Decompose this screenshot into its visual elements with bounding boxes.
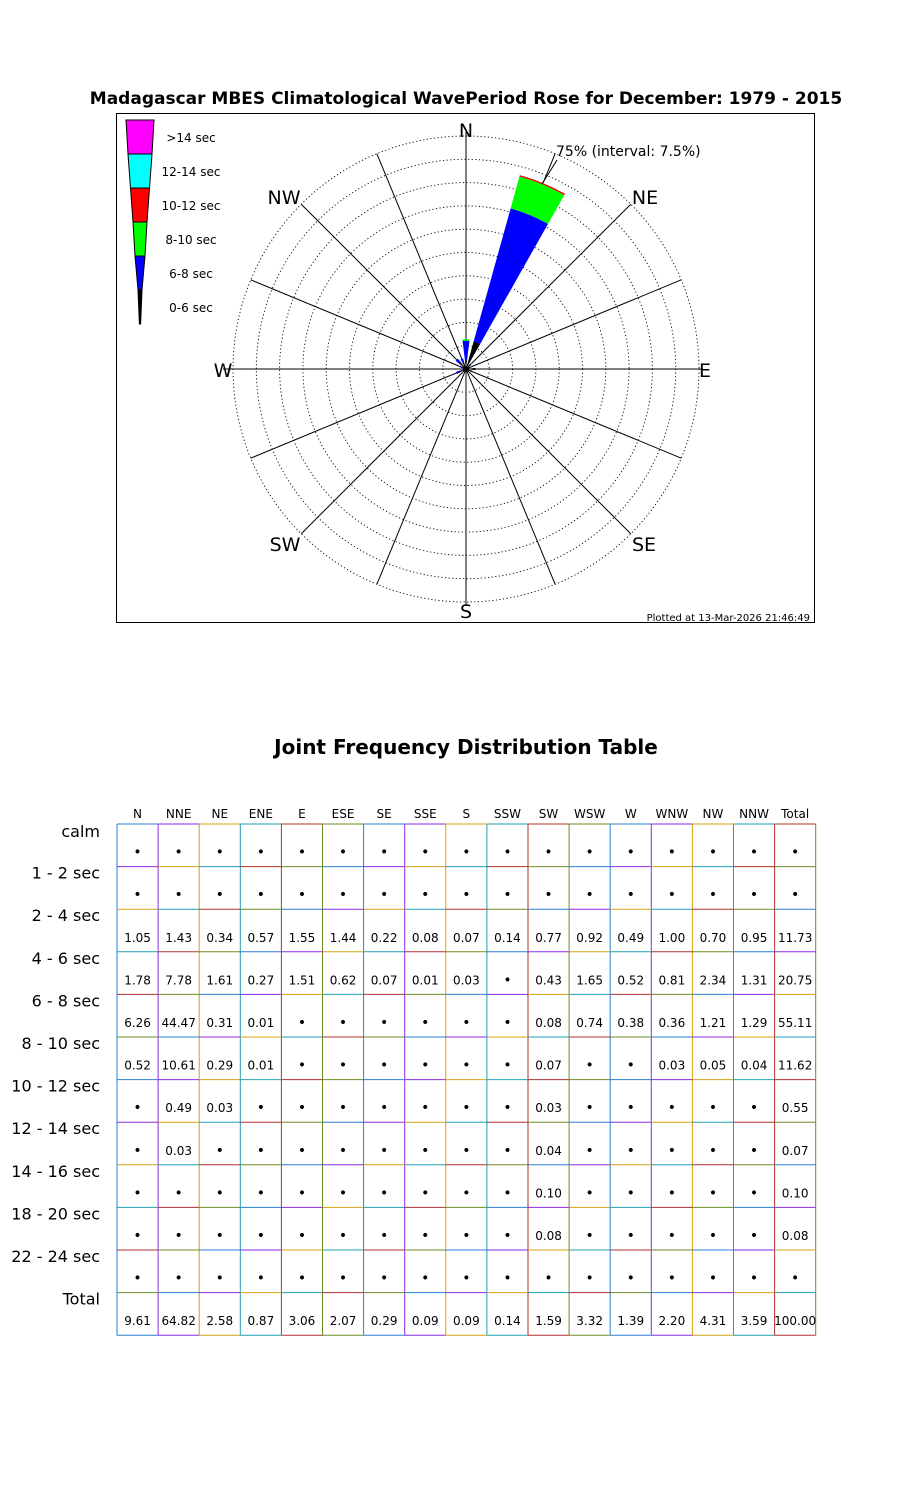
table-cell: •: [256, 1228, 265, 1244]
table-cell: 0.07: [781, 1143, 809, 1158]
table-cell: •: [174, 844, 183, 861]
table-cell: •: [503, 1142, 512, 1159]
column-header-s: S: [462, 807, 471, 821]
table-cell: •: [462, 1015, 471, 1031]
table-cell: 0.10: [781, 1186, 809, 1201]
table-cell: 0.05: [699, 1058, 727, 1073]
table-cell: •: [626, 887, 635, 904]
table-cell: 0.49: [617, 930, 645, 945]
row-label-14-16-sec: 14 - 16 sec: [11, 1161, 100, 1181]
spoke-wnw: [251, 280, 466, 369]
table-cell: •: [133, 1228, 142, 1244]
rose-title: Madagascar MBES Climatological WavePeriod Rose for December: 1979 - 2015: [89, 89, 843, 109]
table-cell: •: [338, 844, 348, 861]
spoke-se: [466, 369, 631, 534]
table-cell: •: [297, 1228, 307, 1244]
table-cell: •: [133, 1270, 142, 1287]
table-cell: •: [503, 1057, 512, 1074]
table-cell: 11.73: [777, 930, 813, 945]
table-cell: •: [503, 972, 512, 989]
table-cell: •: [791, 844, 800, 861]
column-header-ne: NE: [211, 807, 229, 821]
compass-label-w: W: [213, 360, 233, 382]
table-cell: •: [421, 1270, 430, 1287]
table-cell: •: [338, 1100, 348, 1117]
table-cell: •: [338, 1185, 348, 1202]
table-cell: •: [626, 1100, 635, 1117]
table-cell: •: [749, 1228, 759, 1244]
table-cell: 10.61: [161, 1058, 196, 1073]
row-label-12-14-sec: 12 - 14 sec: [11, 1119, 100, 1139]
table-cell: •: [544, 887, 553, 904]
joint-frequency-table: [0, 790, 900, 1350]
table-cell: 0.74: [576, 1016, 604, 1030]
compass-label-se: SE: [631, 534, 657, 556]
wedge-n-8-10-sec: [462, 339, 469, 341]
table-cell: 0.09: [411, 1314, 439, 1329]
table-cell: •: [297, 1142, 307, 1159]
legend-swatch-12-14-sec: [128, 154, 152, 188]
compass-label-n: N: [458, 120, 474, 142]
legend-label-6-8-sec: 6-8 sec: [169, 267, 213, 281]
table-cell: •: [297, 844, 307, 861]
table-cell: •: [297, 1185, 307, 1202]
spoke-ese: [466, 369, 681, 458]
table-cell: •: [749, 887, 759, 904]
table-cell: •: [462, 1142, 471, 1159]
table-cell: •: [215, 887, 224, 904]
table-cell: 11.62: [777, 1058, 813, 1073]
table-cell: •: [462, 1100, 471, 1117]
column-header-nw: NW: [702, 807, 724, 821]
table-cell: •: [626, 1228, 635, 1244]
legend-swatch-0-6-sec: [138, 290, 142, 324]
table-cell: 9.61: [124, 1314, 151, 1329]
table-cell: •: [338, 1270, 348, 1287]
spoke-nw: [301, 204, 466, 369]
table-cell: •: [708, 844, 718, 861]
table-cell: •: [256, 1100, 265, 1117]
legend-label-12-14-sec: 12-14 sec: [161, 165, 221, 179]
table-title: Joint Frequency Distribution Table: [274, 735, 658, 759]
table-cell: •: [544, 1270, 553, 1287]
compass-label-ne: NE: [631, 187, 659, 209]
table-cell: •: [667, 1270, 676, 1287]
table-cell: 0.10: [535, 1186, 562, 1201]
table-cell: •: [462, 1270, 471, 1287]
table-cell: •: [215, 1270, 224, 1287]
row-label-calm: calm: [61, 822, 100, 841]
table-cell: 1.78: [124, 973, 151, 988]
table-cell: •: [421, 844, 430, 861]
spoke-sse: [466, 369, 555, 584]
table-cell: 0.01: [247, 1016, 275, 1030]
legend-label-10-12-sec: 10-12 sec: [161, 199, 221, 213]
column-header-sw: SW: [538, 807, 559, 821]
table-cell: •: [626, 844, 635, 861]
row-label-18-20-sec: 18 - 20 sec: [11, 1204, 100, 1224]
table-cell: 2.20: [658, 1314, 686, 1329]
table-cell: •: [133, 844, 142, 861]
table-cell: •: [503, 1228, 512, 1244]
table-cell: •: [380, 1057, 389, 1074]
wedge-w-6-8-sec: [462, 368, 463, 369]
table-cell: •: [503, 844, 512, 861]
table-cell: •: [215, 1185, 224, 1202]
table-cells: [124, 845, 816, 1329]
table-cell: 0.07: [452, 930, 480, 945]
table-cell: 1.51: [288, 973, 316, 988]
table-cell: •: [174, 887, 183, 904]
row-label-8-10-sec: 8 - 10 sec: [21, 1034, 100, 1053]
table-cell: •: [380, 1270, 389, 1287]
table-cell: 0.03: [165, 1143, 193, 1158]
table-cell: •: [338, 1015, 348, 1031]
table-cell: •: [421, 1228, 430, 1244]
column-header-nne: NNE: [165, 807, 192, 821]
table-cell: 0.57: [247, 930, 275, 945]
table-cell: 0.62: [329, 973, 357, 988]
table-cell: 1.39: [617, 1314, 645, 1329]
column-header-sse: SSE: [413, 807, 437, 821]
rose-chart-frame: [116, 113, 815, 623]
table-cell: 0.43: [535, 973, 562, 988]
table-cell: 0.01: [411, 973, 439, 988]
table-cell: 0.07: [370, 973, 398, 988]
legend-swatch-10-12-sec: [131, 188, 150, 222]
table-cell: •: [256, 1270, 265, 1287]
table-cell: 44.47: [161, 1016, 196, 1030]
table-cell: •: [421, 1015, 430, 1031]
table-cell: •: [421, 1100, 430, 1117]
column-header-ese: ESE: [331, 807, 355, 821]
table-cell: 7.78: [165, 973, 193, 988]
table-cell: •: [791, 887, 800, 904]
table-cell: •: [421, 1185, 430, 1202]
table-cell: 0.70: [699, 930, 727, 945]
table-cell: •: [256, 1185, 265, 1202]
row-label-4-6-sec: 4 - 6 sec: [31, 948, 100, 968]
table-cell: •: [380, 1142, 389, 1159]
table-cell: •: [174, 1185, 183, 1202]
spoke-nnw: [377, 154, 466, 369]
column-header-wsw: WSW: [573, 807, 606, 821]
table-cell: •: [462, 1228, 471, 1244]
table-cell: •: [749, 1185, 759, 1202]
table-cell: •: [667, 1100, 676, 1117]
table-cell: •: [585, 844, 594, 861]
table-cell: •: [544, 844, 553, 861]
table-cell: •: [667, 844, 676, 861]
table-cell: 0.08: [781, 1229, 809, 1243]
table-cell: 0.87: [247, 1314, 275, 1329]
column-header-se: SE: [376, 807, 392, 821]
table-cell: •: [749, 1142, 759, 1159]
table-cell: 0.36: [658, 1016, 686, 1030]
legend-swatch-14-sec: [126, 120, 154, 154]
table-cell: •: [256, 844, 265, 861]
compass-label-nw: NW: [267, 187, 301, 209]
rose-legend: [126, 120, 220, 324]
table-cell: •: [708, 1270, 718, 1287]
table-cell: 0.08: [535, 1016, 562, 1030]
rose-wedges: [455, 175, 565, 374]
table-cell: •: [380, 1228, 389, 1244]
table-cell: •: [215, 844, 224, 861]
table-cell: 1.61: [206, 973, 234, 988]
table-cell: •: [585, 887, 594, 904]
table-cell: 3.06: [288, 1314, 316, 1329]
table-cell: 0.08: [535, 1229, 562, 1243]
table-cell: 2.34: [699, 973, 727, 988]
table-cell: •: [585, 1270, 594, 1287]
column-header-n: N: [133, 807, 143, 821]
table-cell: 0.03: [658, 1058, 686, 1073]
table-cell: 0.14: [494, 930, 521, 945]
table-cell: 3.59: [740, 1314, 768, 1329]
table-cell: •: [133, 1142, 142, 1159]
table-cell: •: [380, 1100, 389, 1117]
table-cell: •: [215, 1142, 224, 1159]
column-header-total: Total: [781, 807, 810, 821]
table-cell: •: [708, 1142, 718, 1159]
table-cell: •: [297, 887, 307, 904]
table-cell: 0.29: [206, 1058, 234, 1073]
table-cell: •: [585, 1142, 594, 1159]
table-cell: •: [421, 887, 430, 904]
table-cell: •: [503, 887, 512, 904]
table-cell: •: [667, 1185, 676, 1202]
table-cell: •: [708, 1100, 718, 1117]
table-cell: 1.21: [699, 1016, 727, 1030]
row-label-1-2-sec: 1 - 2 sec: [31, 863, 100, 883]
table-cell: 0.52: [124, 1058, 151, 1073]
table-cell: •: [462, 887, 471, 904]
table-cell: •: [338, 1057, 348, 1074]
table-cell: 0.49: [165, 1101, 193, 1116]
table-cell: •: [462, 844, 471, 861]
table-cell: 0.22: [370, 930, 398, 945]
table-cell: 64.82: [161, 1314, 196, 1329]
table-cell: 0.95: [740, 930, 768, 945]
column-header-ene: ENE: [248, 807, 273, 821]
table-cell: 0.07: [535, 1058, 562, 1073]
table-cell: •: [297, 1270, 307, 1287]
table-cell: 0.09: [452, 1314, 480, 1329]
table-cell: •: [297, 1057, 307, 1074]
table-cell: 0.04: [740, 1058, 768, 1073]
table-cell: 0.03: [535, 1101, 562, 1116]
table-cell: 0.92: [576, 930, 604, 945]
table-cell: 1.65: [576, 973, 604, 988]
table-cell: •: [338, 1228, 348, 1244]
table-cell: •: [585, 1100, 594, 1117]
table-cell: 2.58: [206, 1314, 234, 1329]
table-cell: •: [297, 1015, 307, 1031]
table-cell: 0.03: [452, 973, 480, 988]
table-cell: •: [708, 1185, 718, 1202]
table-cell: •: [380, 1015, 389, 1031]
table-cell: •: [133, 1185, 142, 1202]
column-header-e: E: [298, 807, 306, 821]
wave-period-rose: [117, 114, 816, 624]
table-cell: •: [380, 887, 389, 904]
table-cell: 2.07: [329, 1314, 357, 1329]
compass-label-sw: SW: [269, 534, 301, 556]
table-cell: •: [503, 1270, 512, 1287]
table-cell: •: [503, 1100, 512, 1117]
table-cell: •: [667, 1228, 676, 1244]
table-cell: •: [626, 1185, 635, 1202]
table-cell: •: [297, 1100, 307, 1117]
table-cell: 1.55: [288, 930, 316, 945]
compass-label-s: S: [459, 601, 473, 623]
table-cell: 1.44: [329, 930, 357, 945]
table-cell: •: [256, 887, 265, 904]
table-cell: •: [462, 1057, 471, 1074]
table-cell: •: [256, 1142, 265, 1159]
table-row-labels: [11, 822, 100, 1309]
column-header-ssw: SSW: [493, 807, 522, 821]
table-cell: 1.43: [165, 930, 193, 945]
ring-scale-label: 75% (interval: 7.5%): [556, 144, 701, 160]
table-cell: 0.29: [370, 1314, 398, 1329]
table-cell: •: [708, 887, 718, 904]
spoke-wsw: [251, 369, 466, 458]
table-cell: •: [667, 887, 676, 904]
row-label-10-12-sec: 10 - 12 sec: [11, 1076, 100, 1096]
table-cell: 20.75: [777, 973, 813, 988]
legend-swatch-6-8-sec: [135, 256, 145, 290]
ring-label-pointer: [542, 160, 557, 184]
table-cell: •: [215, 1228, 224, 1244]
table-cell: •: [626, 1270, 635, 1287]
spoke-ssw: [377, 369, 466, 584]
table-cell: 0.81: [658, 973, 686, 988]
legend-label-14-sec: >14 sec: [166, 131, 216, 145]
table-cell: 0.14: [494, 1314, 521, 1329]
table-cell: •: [133, 1100, 142, 1117]
table-cell: 1.00: [658, 930, 686, 945]
table-cell: •: [749, 1270, 759, 1287]
table-cell: 0.77: [535, 930, 562, 945]
table-cell: •: [421, 1057, 430, 1074]
wedge-n-6-8-sec: [463, 341, 470, 361]
table-cell: •: [791, 1270, 800, 1287]
legend-label-8-10-sec: 8-10 sec: [165, 233, 217, 247]
table-cell: •: [462, 1185, 471, 1202]
column-header-nnw: NNW: [739, 807, 769, 821]
table-cell: •: [133, 887, 142, 904]
table-cell: •: [708, 1228, 718, 1244]
column-header-wnw: WNW: [655, 807, 689, 821]
table-cell: •: [626, 1142, 635, 1159]
row-label-22-24-sec: 22 - 24 sec: [11, 1247, 100, 1266]
table-cell: 3.32: [576, 1314, 604, 1329]
legend-label-0-6-sec: 0-6 sec: [169, 301, 213, 315]
table-cell: •: [174, 1270, 183, 1287]
table-cell: 55.11: [777, 1016, 813, 1030]
rose-compass-labels: [214, 120, 711, 623]
table-cell: 1.29: [740, 1016, 768, 1030]
legend-swatch-8-10-sec: [133, 222, 147, 256]
row-label-2-4-sec: 2 - 4 sec: [31, 906, 100, 926]
table-cell: 4.31: [699, 1314, 727, 1329]
table-cell: 0.52: [617, 973, 645, 988]
table-cell: 0.03: [206, 1101, 234, 1116]
table-column-headers: [133, 807, 809, 821]
table-cell: 0.04: [535, 1143, 562, 1158]
table-cell: 1.59: [535, 1314, 562, 1329]
table-cell: •: [626, 1057, 635, 1074]
table-cell: 6.26: [124, 1016, 151, 1030]
table-cell: 0.01: [247, 1058, 275, 1073]
table-cell: 100.00: [774, 1314, 817, 1329]
table-cell: •: [585, 1057, 594, 1074]
table-cell: 1.05: [124, 930, 151, 945]
table-cell: •: [380, 844, 389, 861]
row-label-total: Total: [62, 1289, 100, 1309]
table-cell: 0.31: [206, 1016, 234, 1030]
column-header-w: W: [624, 807, 637, 821]
table-cell: •: [338, 887, 348, 904]
table-cell: 1.31: [740, 973, 768, 988]
table-cell: 0.55: [781, 1101, 809, 1116]
table-cell: •: [174, 1228, 183, 1244]
table-cell: 0.27: [247, 973, 275, 988]
table-cell: 0.08: [411, 930, 439, 945]
table-cell: •: [380, 1185, 389, 1202]
table-cell: •: [338, 1142, 348, 1159]
table-cell: •: [749, 1100, 759, 1117]
row-label-6-8-sec: 6 - 8 sec: [31, 991, 100, 1011]
table-cell: •: [421, 1142, 430, 1159]
table-cell: •: [585, 1185, 594, 1202]
compass-label-e: E: [698, 360, 712, 382]
table-cell: •: [585, 1228, 594, 1244]
plotted-at-stamp: Plotted at 13-Mar-2026 21:46:49: [646, 613, 810, 624]
table-cell: •: [503, 1015, 512, 1031]
table-cell: •: [749, 844, 759, 861]
table-cell: 0.38: [617, 1016, 645, 1030]
table-cell: •: [503, 1185, 512, 1202]
table-cell: •: [667, 1142, 676, 1159]
table-cell: 0.34: [206, 930, 234, 945]
spoke-sw: [301, 369, 466, 534]
